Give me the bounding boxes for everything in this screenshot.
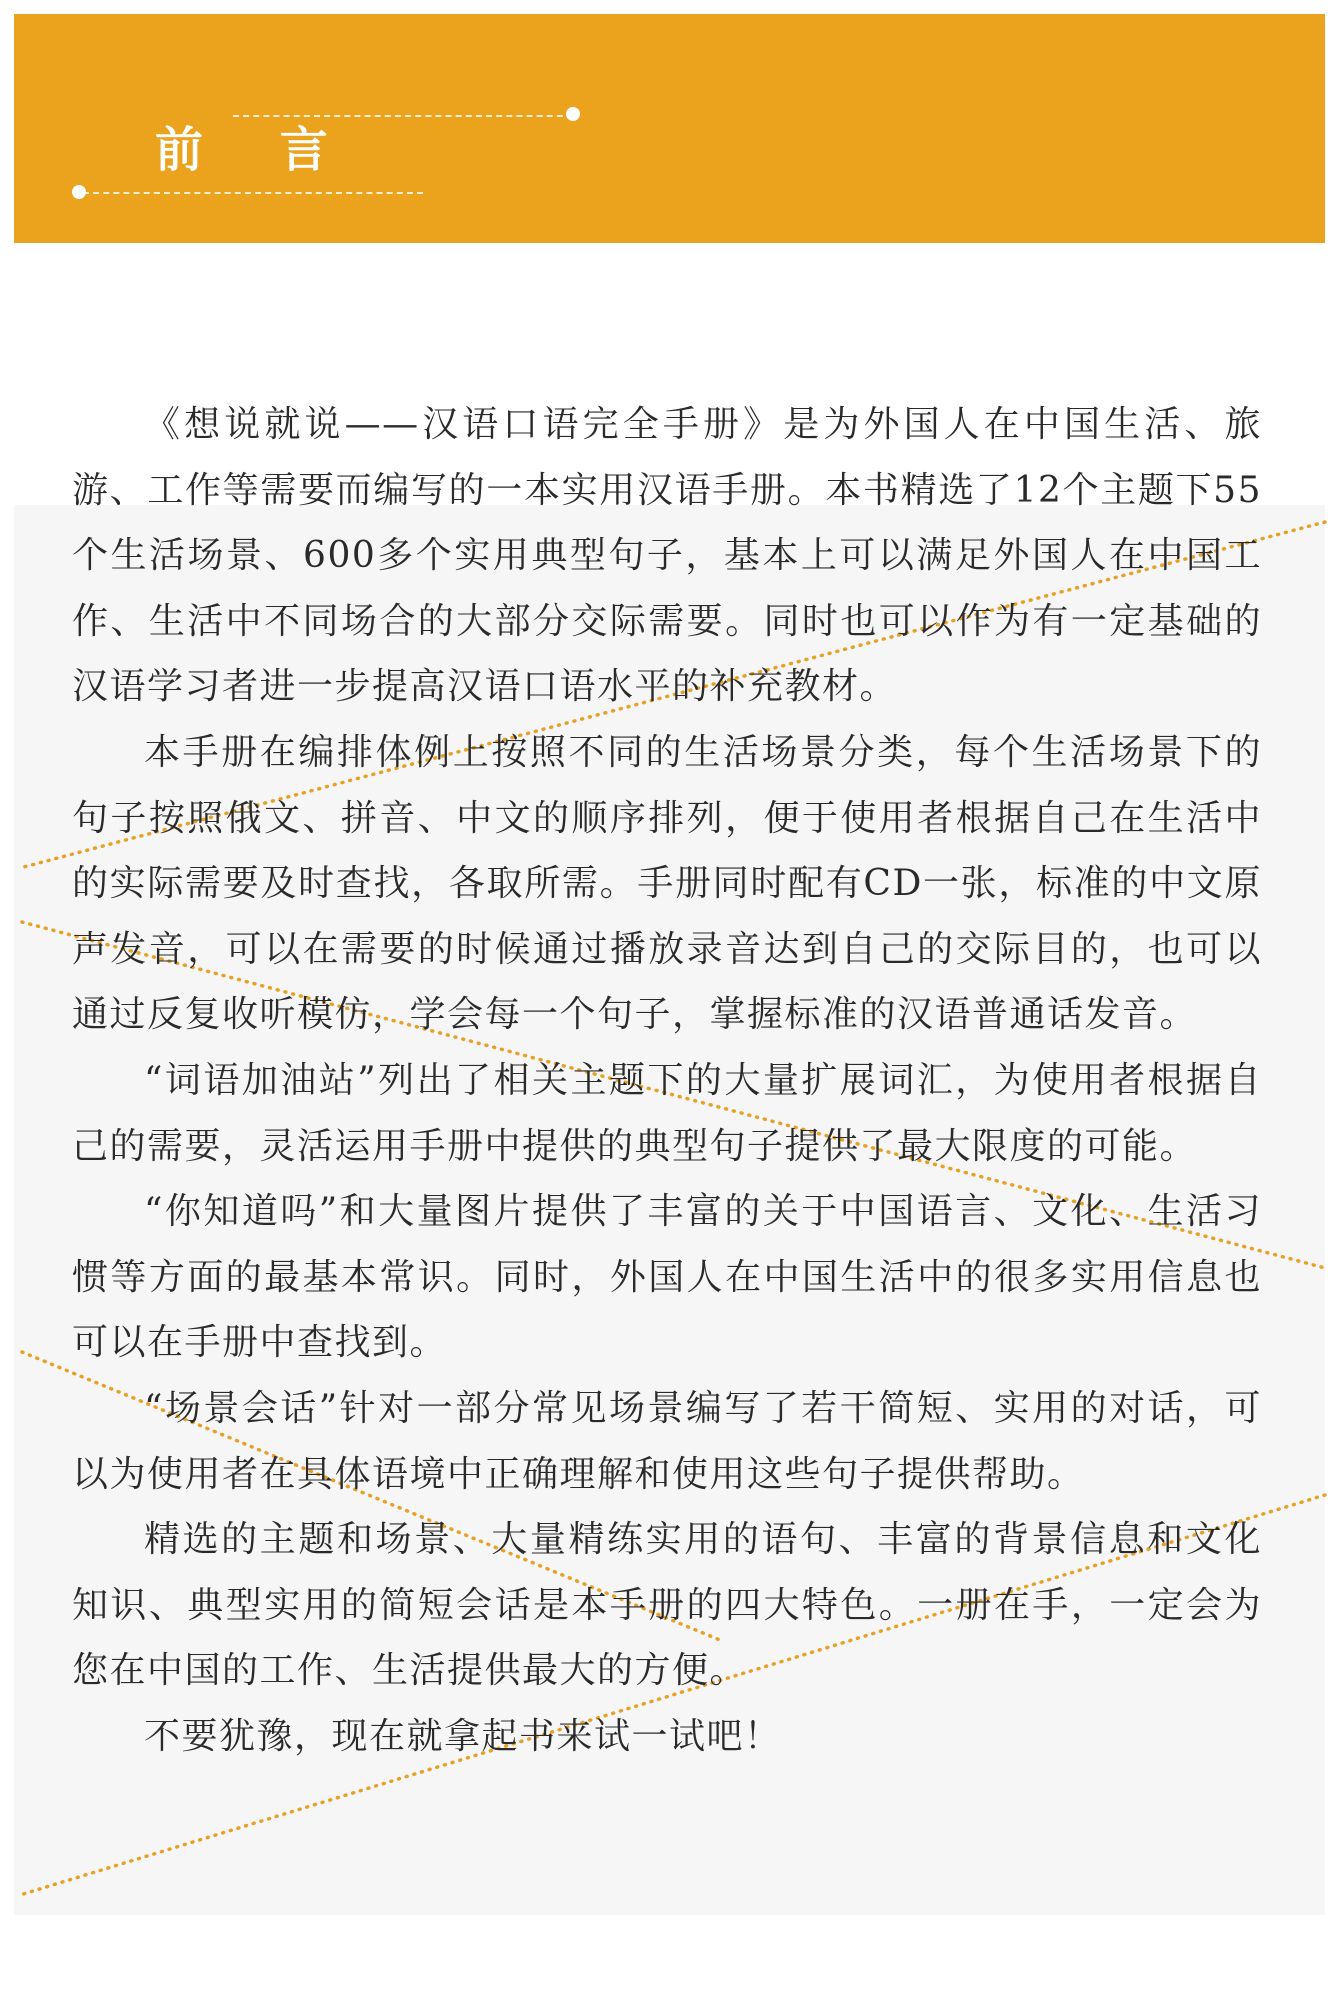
paragraph-7: 不要犹豫，现在就拿起书来试一试吧！ [144,1715,782,1757]
paragraph-5: “场景会话”针对一部分常见场景编写了若干简短、实用的对话，可以为使用者在具体语境中正确理解和使用这些句子提供帮助。 [72,1387,1262,1495]
paragraph-4: “你知道吗”和大量图片提供了丰富的关于中国语言、文化、生活习惯等方面的最基本常识。同时，外国人在中国生活中的很多实用信息也可以在手册中查找到。 [72,1191,1262,1364]
paragraph-3: “词语加油站”列出了相关主题下的大量扩展词汇，为使用者根据自己的需要，灵活运用手册中提供的典型句子提供了最大限度的可能。 [72,1059,1262,1167]
paragraph-2: 本手册在编排体例上按照不同的生活场景分类，每个生活场景下的句子按照俄文、拼音、中文的顺序排列，便于使用者根据自己在生活中的实际需要及时查找，各取所需。手册同时配有CD一张，标准的中文原声发音，可以在需要的时候通过播放录音达到自己的交际目的，也可以通过反复收听模仿，学会每一个句子，掌握标准的汉语普通话发音。 [72,731,1262,1036]
preface-body [72,392,1262,1769]
page-title: 前 言 [155,122,358,178]
paragraph-6: 精选的主题和场景、大量精练实用的语句、丰富的背景信息和文化知识、典型实用的简短会话是本手册的四大特色。一册在手，一定会为您在中国的工作、生活提供最大的方便。 [72,1519,1262,1692]
paragraph-1: 《想说就说——汉语口语完全手册》是为外国人在中国生活、旅游、工作等需要而编写的一本实用汉语手册。本书精选了12个主题下55个生活场景、600多个实用典型句子，基本上可以满足外国人在中国工作、生活中不同场合的大部分交际需要。同时也可以作为有一定基础的汉语学习者进一步提高汉语口语水平的补充教材。 [72,404,1262,708]
